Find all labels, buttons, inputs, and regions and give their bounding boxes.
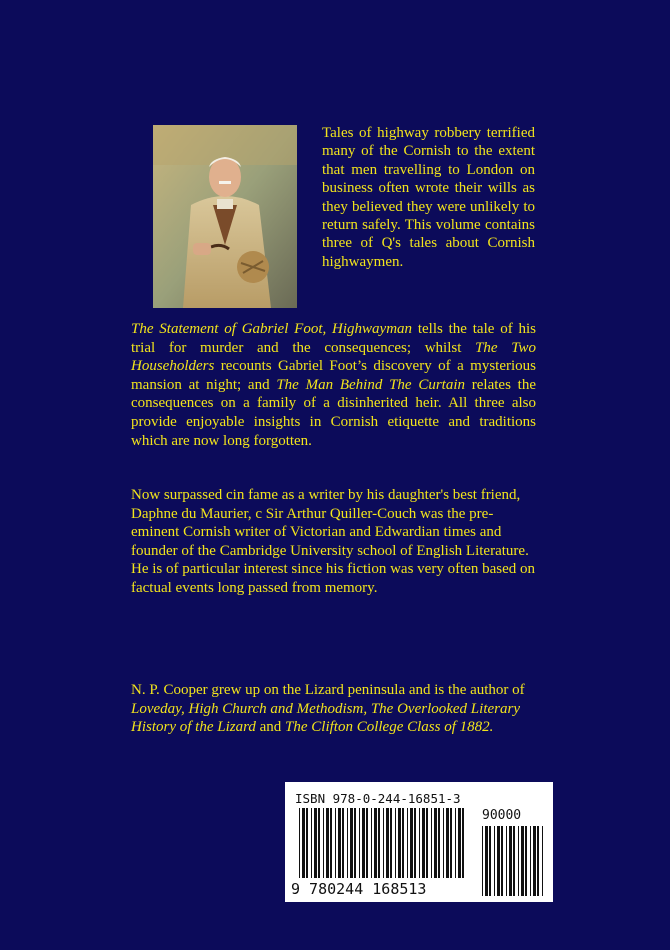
barcode-bar bbox=[455, 808, 456, 878]
barcode-bar bbox=[506, 826, 507, 896]
barcode-bar bbox=[374, 808, 377, 878]
barcode-bar bbox=[335, 808, 336, 878]
barcode-bar bbox=[390, 808, 392, 878]
barcode-bar bbox=[378, 808, 380, 878]
barcode-bar bbox=[431, 808, 432, 878]
barcode-bar bbox=[482, 826, 483, 896]
barcode-bar bbox=[302, 808, 305, 878]
barcode-bar bbox=[354, 808, 356, 878]
barcode-bar bbox=[494, 826, 495, 896]
story-title-man-behind-curtain: The Man Behind The Curtain bbox=[276, 376, 466, 393]
text: tells the tale of his trial for murder and the consequences; whilst bbox=[131, 321, 536, 356]
barcode-bar bbox=[395, 808, 396, 878]
barcode-bar bbox=[342, 808, 344, 878]
barcode-bar bbox=[414, 808, 416, 878]
barcode-bar bbox=[314, 808, 317, 878]
barcode-bar bbox=[407, 808, 408, 878]
barcode-bar bbox=[386, 808, 389, 878]
barcode-bar bbox=[497, 826, 500, 896]
barcode-bar bbox=[306, 808, 308, 878]
barcode-bar bbox=[458, 808, 461, 878]
barcode-bar bbox=[371, 808, 372, 878]
stories-paragraph bbox=[131, 320, 536, 450]
barcode-bar bbox=[318, 808, 320, 878]
barcode-bar bbox=[450, 808, 452, 878]
isbn-barcode bbox=[285, 782, 553, 902]
barcode-bar bbox=[446, 808, 449, 878]
barcode-bar bbox=[398, 808, 401, 878]
barcode-bar bbox=[410, 808, 413, 878]
barcode-bar bbox=[402, 808, 404, 878]
barcode-bar bbox=[347, 808, 348, 878]
barcode-bar bbox=[537, 826, 539, 896]
barcode-bar bbox=[311, 808, 312, 878]
barcode-bar bbox=[359, 808, 360, 878]
barcode-bar bbox=[362, 808, 365, 878]
barcode-bar bbox=[338, 808, 341, 878]
barcode-bar bbox=[525, 826, 527, 896]
author-portrait bbox=[153, 125, 297, 308]
barcode-bar bbox=[521, 826, 524, 896]
story-title-gabriel-foot: The Statement of Gabriel Foot, Highwayman bbox=[131, 321, 413, 337]
barcode-digits: 9 780244 168513 bbox=[291, 880, 427, 898]
barcode-bar bbox=[422, 808, 425, 878]
barcode-bar bbox=[330, 808, 332, 878]
barcode-bar bbox=[489, 826, 491, 896]
text: and bbox=[255, 719, 286, 736]
barcode-bar bbox=[485, 826, 488, 896]
barcode-bar bbox=[501, 826, 503, 896]
barcode-bar bbox=[299, 808, 300, 878]
barcode-bar bbox=[326, 808, 329, 878]
barcode-bar bbox=[383, 808, 384, 878]
barcode-bar bbox=[509, 826, 512, 896]
text: recounts Gabriel Foot’s discovery of a mysterious mansion at night; and bbox=[131, 358, 536, 393]
barcode-bar bbox=[518, 826, 519, 896]
barcode-bar bbox=[434, 808, 437, 878]
barcode-bar bbox=[533, 826, 536, 896]
story-title-two-householders: The Two Householders bbox=[131, 339, 537, 375]
barcode-bar bbox=[419, 808, 420, 878]
barcode-bar bbox=[350, 808, 353, 878]
isbn-label: ISBN 978-0-244-16851-3 bbox=[295, 791, 461, 806]
editor-works-titles: Loveday, High Church and Methodism, The Overlooked Literary History of the Lizard bbox=[131, 700, 520, 736]
barcode-bar bbox=[542, 826, 543, 896]
barcode-bar bbox=[462, 808, 464, 878]
intro-text: Tales of highway robbery terrified many of the Cornish to the extent that men travelling to London on business often wrote their wills as they believed they were unlikely to return safely. This volume contains three of Q's tales about Cornish highwaymen. bbox=[322, 125, 535, 270]
price-addon-number: 90000 bbox=[482, 808, 522, 823]
barcode-bar bbox=[438, 808, 440, 878]
barcode-bar bbox=[323, 808, 324, 878]
barcode-bar bbox=[366, 808, 368, 878]
barcode-bar bbox=[530, 826, 531, 896]
barcode-bar bbox=[443, 808, 444, 878]
barcode-bar bbox=[513, 826, 515, 896]
barcode-bar bbox=[426, 808, 428, 878]
author-bio-paragraph: Now surpassed cin fame as a writer by his daughter's best friend, Daphne du Maurier, c Sir Arthur Quiller-Couch was the pre-eminent Cornish writer of Victorian and Edwardian times and founder of the Cambridge University school of English Literature. He is of particular interest since his fiction was very often based on factual events long passed from memory. bbox=[131, 487, 536, 596]
editor-bio-paragraph bbox=[131, 681, 536, 737]
editor-works-title-clifton: The Clifton College Class of 1882. bbox=[285, 719, 494, 736]
text: relates the consequences on a family of a disinherited heir. All three also provide enjoyable insights in Cornish etiquette and traditions which are now long forgotten. bbox=[131, 376, 536, 449]
text: N. P. Cooper grew up on the Lizard peninsula and is the author of bbox=[131, 682, 525, 698]
